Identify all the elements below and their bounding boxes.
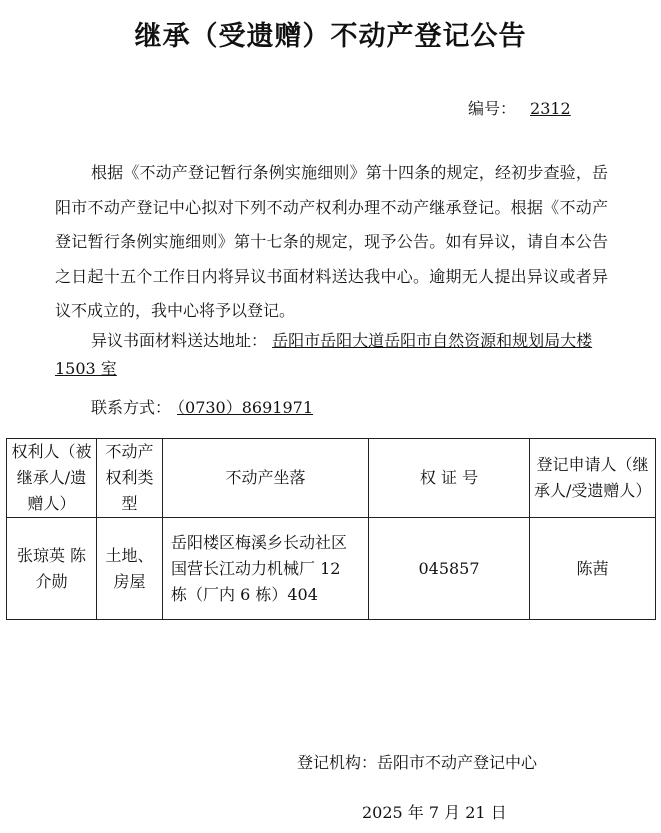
notice-paragraph: 根据《不动产登记暂行条例实施细则》第十四条的规定，经初步查验，岳阳市不动产登记中心拟对下列不动产权利办理不动产继承登记。根据《不动产登记暂行条例实施细则》第十七条的规定，现予公告。如有异议，请自本公告之日起十五个工作日内将异议书面材料送达我中心。逾期无人提出异议或者异议不成立的，我中心将予以登记。 [55, 163, 608, 320]
contact-phone: （0730）8691971 [177, 398, 313, 417]
contact-info [91, 395, 333, 418]
header-right-holder: 权利人（被继承人/遗赠人） [7, 439, 97, 518]
serial-value: 2312 [530, 99, 571, 118]
notice-date: 2025 年 7 月 21 日 [362, 803, 507, 822]
authority-label: 登记机构： [297, 753, 378, 772]
cell-applicant: 陈茜 [530, 518, 656, 620]
serial-label: 编号： [468, 99, 517, 118]
cell-cert-no: 045857 [369, 518, 530, 620]
objection-address-label: 异议书面材料送达地址： [91, 331, 268, 350]
table-header-row [7, 439, 656, 518]
table-row [7, 518, 656, 620]
header-right-type: 不动产权利类型 [97, 439, 163, 518]
authority-name: 岳阳市不动产登记中心 [377, 753, 538, 772]
serial-number [468, 96, 571, 119]
objection-address [55, 327, 608, 383]
contact-label: 联系方式： [91, 398, 172, 417]
cell-location: 岳阳楼区梅溪乡长动社区国营长江动力机械厂 12 栋（厂内 6 栋）404 [163, 518, 369, 620]
cell-right-holder: 张琼英 陈介勋 [7, 518, 97, 620]
objection-address-value: 岳阳市岳阳大道岳阳市自然资源和规划局大楼 1503 室 [55, 331, 593, 378]
page-title: 继承（受遗赠）不动产登记公告 [134, 21, 527, 52]
cell-right-type: 土地、房屋 [97, 518, 163, 620]
registration-authority [297, 750, 537, 773]
header-cert-no: 权 证 号 [369, 439, 530, 518]
registration-table [6, 438, 656, 620]
header-applicant: 登记申请人（继承人/受遗赠人） [530, 439, 656, 518]
header-location: 不动产坐落 [163, 439, 369, 518]
